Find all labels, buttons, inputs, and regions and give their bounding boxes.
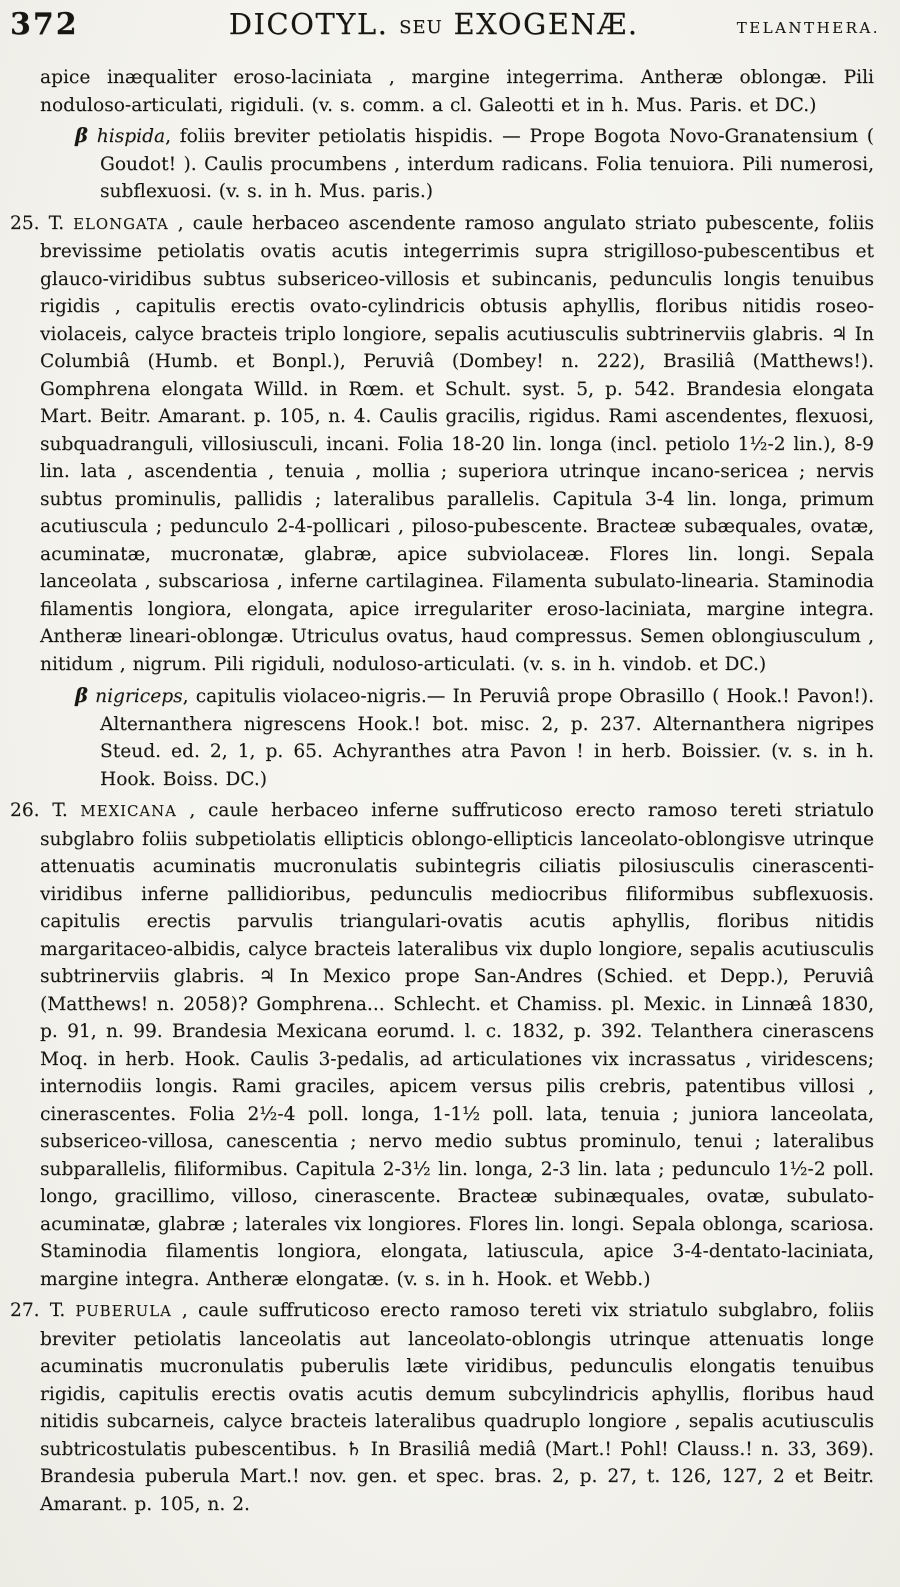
page-number: 372 [10, 7, 79, 42]
beta-symbol: β [75, 124, 88, 147]
page-body [10, 64, 874, 1518]
beta-symbol: β [75, 684, 88, 707]
entry-species-name: ELONGATA [73, 214, 169, 233]
variety-name: hispida [96, 126, 166, 147]
entry-number: 27. [10, 1300, 40, 1321]
page-header [0, 6, 900, 62]
continuation-paragraph [40, 64, 874, 119]
species-entry-25 [10, 210, 874, 679]
running-head: TELANTHERA. [736, 19, 880, 37]
variety-paragraph-hispida [40, 122, 874, 206]
entry-number: 26. [10, 800, 40, 821]
variety-description: , foliis breviter petiolatis hispidis. — Prope Bogota Novo-Granatensium ( Goudot! ). Caulis procumbens , interdum radicans. Folia tenuiora. Pili numerosi, subflexuosi. (v. s. in h. Mus. paris.) [100, 126, 874, 202]
page-title-left: DICOTYL. [228, 7, 389, 41]
entry-description: , caule herbaceo ascendente ramoso angulato striato pubescente, foliis brevissime petiolatis ovatis acutis integerrimis supra strigilloso-pubescentibus et glauco-viridibus subtus subsericeo-villosis et subincanis, pedunculis longis tenuibus rigidis , capitulis erectis ovato-cylindricis obtusis aphyllis, floribus nitidis roseo-violaceis, calyce bracteis triplo longiore, sepalis acutiusculis subtrinerviis glabris. ♃ In Columbiâ (Humb. et Bonpl.), Peruviâ (Dombey! n. 222), Brasiliâ (Matthews!). Gomphrena elongata Willd. in Rœm. et Schult. syst. 5, p. 542. Brandesia elongata Mart. Beitr. Amarant. p. 105, n. 4. Caulis gracilis, rigidus. Rami ascendentes, flexuosi, subquadranguli, villosiusculi, incani. Folia 18-20 lin. longa (incl. petiolo 1½-2 lin.), 8-9 lin. lata , ascendentia , tenuia , mollia ; superiora utrinque incano-sericea ; nervis subtus prominulis, pallidis ; lateralibus parallelis. Capitula 3-4 lin. longa, primum acutiuscula ; pedunculo 2-4-pollicari , piloso-pubescente. Bracteæ subæquales, ovatæ, acuminatæ, mucronatæ, glabræ, apice subviolaceæ. Flores lin. longi. Sepala lanceolata , subscariosa , inferne cartilaginea. Filamenta subulato-linearia. Staminodia filamentis longiora, elongata, apice irregulariter eroso-laciniata, margine integra. Antheræ lineari-oblongæ. Utriculus ovatus, haud compressus. Semen oblongiusculum , nitidum , nigrum. Pili rigiduli, noduloso-articulati. (v. s. in h. vindob. et DC.) [40, 212, 874, 675]
continuation-text: apice inæqualiter eroso-laciniata , margine integerrima. Antheræ oblongæ. Pili noduloso-articulati, rigiduli. (v. s. comm. a cl. Galeotti et in h. Mus. Paris. et DC.) [40, 67, 874, 116]
variety-description: , capitulis violaceo-nigris.— In Peruviâ prope Obrasillo ( Hook.! Pavon!). Alternanthera nigrescens Hook.! bot. misc. 2, p. 237. Alternanthera nigripes Steud. ed. 2, 1, p. 65. Achyranthes atra Pavon ! in herb. Boissier. (v. s. in h. Hook. Boiss. DC.) [100, 686, 874, 790]
page-title-right: EXOGENÆ. [453, 7, 639, 41]
entry-description: , caule suffruticoso erecto ramoso tereti vix striatulo subglabro, foliis breviter petiolatis lanceolatis aut lanceolato-oblongis utrinque attenuatis longe acuminatis mucronulatis puberulis læte viridibus, pedunculis elongatis tenuibus rigidis, capitulis erectis ovatis acutis demum subcylindricis aphyllis, floribus haud nitidis subcarneis, calyce bracteis lateralibus quadruplo longiore , sepalis acutiusculis subtricostulatis pubescentibus. ♄ In Brasiliâ mediâ (Mart.! Pohl! Clauss.! n. 33, 369). Brandesia puberula Mart.! nov. gen. et spec. bras. 2, p. 27, t. 126, 127, 2 et Beitr. Amarant. p. 105, n. 2. [40, 1300, 874, 1515]
page-title-seu: SEU [399, 17, 443, 38]
page-title [229, 7, 639, 41]
entry-species-name: MEXICANA [80, 802, 177, 820]
species-entry-26 [10, 797, 874, 1293]
entry-genus: T. [52, 800, 68, 821]
entry-genus: T. [48, 212, 65, 234]
entry-species-name: PUBERULA [75, 1302, 172, 1320]
entry-genus: T. [49, 1300, 66, 1321]
variety-name: nigriceps [95, 686, 183, 707]
entry-number: 25. [10, 212, 40, 234]
entry-description: , caule herbaceo inferne suffruticoso erecto ramoso tereti striatulo subglabro foliis subpetiolatis ellipticis oblongo-ellipticis lanceolato-oblongisve utrinque attenuatis acuminatis mucronulatis subintegris ciliatis pilosiusculis cinerascenti-viridibus inferne pallidioribus, pedunculis mediocribus filiformibus subflexuosis. capitulis erectis parvulis triangulari-ovatis acutis aphyllis, floribus nitidis margaritaceo-albidis, calyce bracteis lateralibus vix duplo longiore, sepalis acutiusculis subtrinerviis glabris. ♃ In Mexico prope San-Andres (Schied. et Depp.), Peruviâ (Matthews! n. 2058)? Gomphrena... Schlecht. et Chamiss. pl. Mexic. in Linnæâ 1830, p. 91, n. 99. Brandesia Mexicana eorumd. l. c. 1832, p. 392. Telanthera cinerascens Moq. in herb. Hook. Caulis 3-pedalis, ad articulationes vix incrassatus , viridescens; internodiis longis. Rami graciles, apicem versus pilis crebris, patentibus villosi , cinerascentes. Folia 2½-4 poll. longa, 1-1½ poll. lata, tenuia ; juniora lanceolata, subsericeo-villosa, canescentia ; nervo medio subtus prominulo, tenui ; lateralibus subparallelis, filiformibus. Capitula 2-3½ lin. longa, 2-3 lin. lata ; pedunculo 1½-2 poll. longo, gracillimo, villoso, cinerascente. Bracteæ subinæquales, ovatæ, subulato-acuminatæ, glabræ ; laterales vix longiores. Flores lin. longi. Sepala oblonga, scariosa. Staminodia filamentis longiora, elongata, latiuscula, apice 3-4-dentato-laciniata, margine integra. Antheræ elongatæ. (v. s. in h. Hook. et Webb.) [40, 800, 874, 1290]
species-entry-27 [10, 1297, 874, 1518]
variety-paragraph-nigriceps [40, 682, 874, 793]
